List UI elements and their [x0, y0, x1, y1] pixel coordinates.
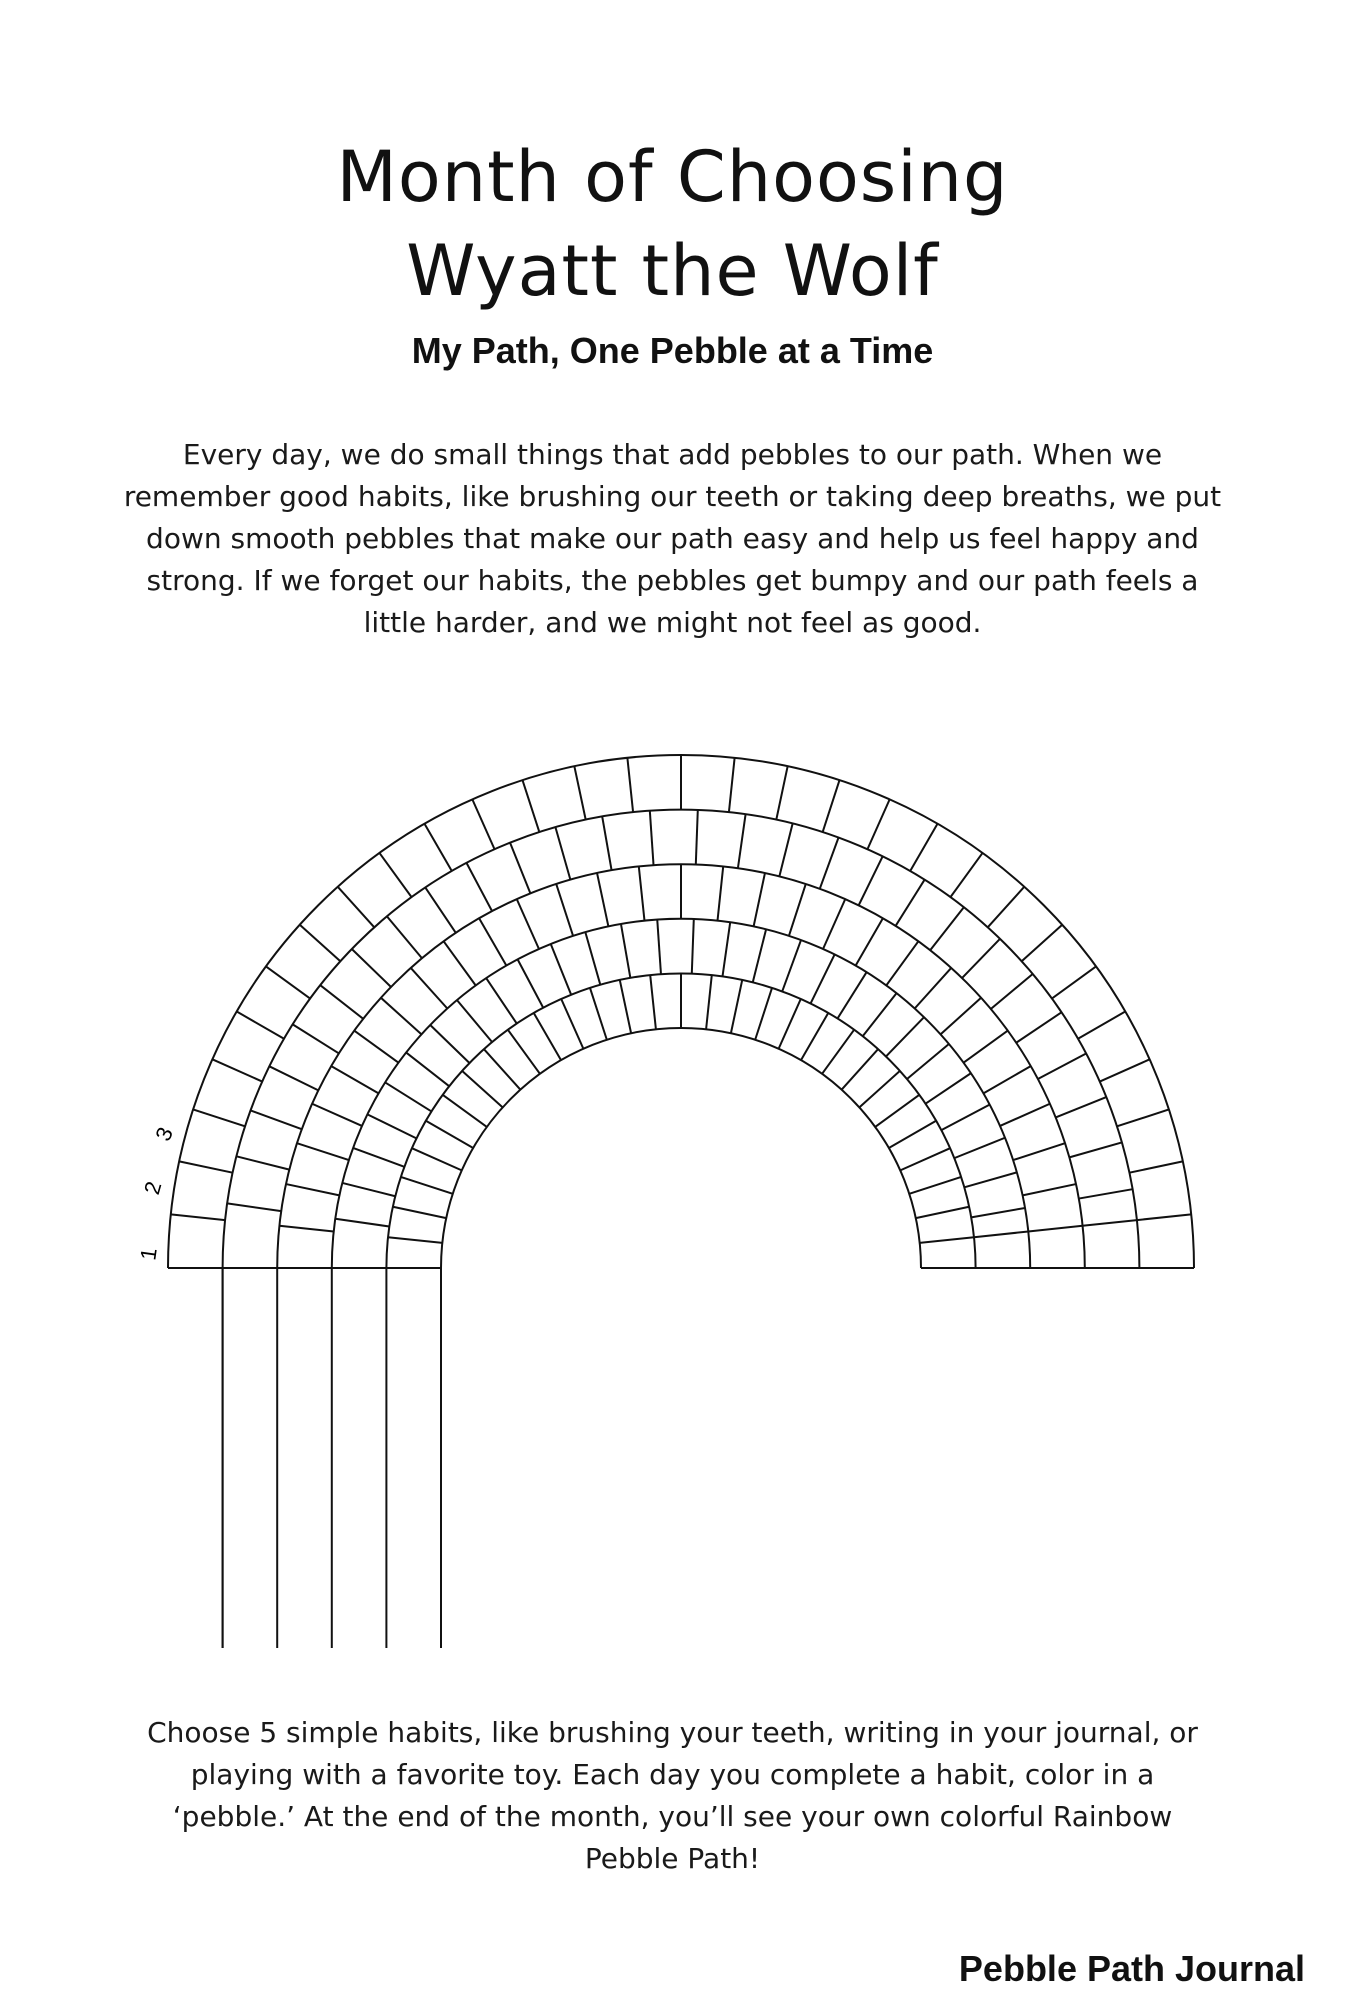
title-line-1: Month of Choosing — [336, 136, 1009, 218]
pebble-divider — [426, 1121, 473, 1148]
pebble-divider — [342, 1183, 395, 1196]
pebble-divider — [479, 918, 506, 965]
pebble-divider — [279, 1226, 333, 1232]
row-label-3: 3 — [150, 1123, 179, 1145]
pebble-divider — [896, 880, 925, 926]
pebble-divider — [1078, 1012, 1125, 1039]
pebble-divider — [916, 1207, 969, 1218]
pebble-divider — [755, 988, 772, 1040]
pebble-divider — [909, 1177, 961, 1194]
instructions-paragraph: Choose 5 simple habits, like brushing your teeth, writing in your journal, or playing with a favorite toy. Each day you complete a habit, color in a ‘pebble.’ At the end of the month, you’ll see your own colorful Rainbow Pebble Path! — [147, 1716, 1198, 1875]
pebble-divider — [352, 949, 391, 987]
pebble-divider — [387, 916, 422, 958]
pebble-divider — [286, 1184, 339, 1195]
pebble-divider — [444, 941, 476, 985]
pebble-divider — [900, 1148, 950, 1170]
pebble-divider — [811, 954, 835, 1003]
pebble-divider — [820, 838, 839, 889]
pebble-divider — [776, 766, 787, 819]
pebble-divider — [801, 1013, 828, 1060]
pebble-divider — [251, 1110, 302, 1129]
pebble-divider — [886, 1017, 924, 1056]
pebble-divider — [650, 975, 656, 1029]
pebble-divider — [338, 887, 375, 928]
pebble-divider — [597, 873, 608, 926]
pebble-divider — [954, 1138, 1005, 1158]
pebble-divider — [534, 1013, 561, 1060]
pebble-divider — [457, 1000, 492, 1042]
pebble-divider — [237, 1012, 284, 1039]
pebble-divider — [297, 1143, 349, 1160]
pebble-divider — [561, 999, 583, 1049]
pebble-divider — [974, 1231, 1028, 1237]
pebble-divider — [1137, 1214, 1191, 1220]
pebble-divider — [556, 884, 573, 936]
pebble-divider — [1016, 1012, 1061, 1042]
pebble-divider — [822, 1030, 854, 1074]
pebble-divider — [293, 1024, 339, 1053]
pebble-divider — [910, 824, 937, 871]
pebble-divider — [650, 811, 654, 865]
pebble-divider — [729, 758, 735, 812]
pebble-divider — [508, 1030, 540, 1074]
pebble-divider — [907, 1044, 949, 1079]
pebble-divider — [988, 887, 1025, 928]
pebble-divider — [620, 980, 631, 1033]
pebble-divider — [823, 780, 840, 832]
pebble-divider — [991, 974, 1033, 1009]
pebble-divider — [401, 1177, 453, 1194]
pebble-divider — [381, 998, 422, 1035]
pebble-divider — [171, 1214, 225, 1220]
pebble-divider — [886, 941, 918, 985]
title-line-2: Wyatt the Wolf — [406, 230, 939, 312]
pebble-divider — [621, 924, 630, 978]
pebble-divider — [964, 1031, 1008, 1063]
pebble-divider — [406, 1053, 449, 1087]
pebble-divider — [331, 1066, 378, 1093]
pebble-divider — [754, 873, 765, 926]
pebble-divider — [179, 1161, 232, 1172]
pebble-divider — [731, 980, 742, 1033]
pebble-divider — [941, 998, 982, 1035]
pebble-divider — [782, 940, 801, 991]
pebble-divider — [425, 824, 452, 871]
pebble-divider — [1117, 1109, 1169, 1126]
pebble-divider — [484, 1049, 521, 1090]
pebble-divider — [627, 758, 633, 812]
pebble-divider — [930, 907, 964, 950]
pebble-divider — [1129, 1161, 1182, 1172]
pebble-divider — [1022, 925, 1063, 962]
pebble-divider — [430, 1025, 469, 1063]
pebble-divider — [266, 966, 310, 998]
pebble-divider — [555, 827, 570, 880]
pebble-divider — [412, 1148, 462, 1170]
pebble-divider — [425, 888, 455, 933]
pebble-divider — [518, 959, 544, 1007]
pebble-divider — [941, 1105, 989, 1131]
pebble-divider — [312, 1104, 362, 1126]
pebble-divider — [1023, 1184, 1076, 1195]
pebble-divider — [300, 925, 341, 962]
pebble-divider — [320, 985, 363, 1019]
pebble-divider — [863, 993, 897, 1036]
pebble-divider — [875, 1095, 919, 1127]
page-subtitle: My Path, One Pebble at a Time — [411, 330, 934, 371]
pebble-divider — [915, 968, 952, 1009]
pebble-divider — [585, 932, 600, 985]
pebble-divider — [590, 988, 607, 1040]
pebble-divider — [1056, 1097, 1107, 1117]
pebble-divider — [971, 1208, 1025, 1217]
pebble-divider — [1069, 1142, 1122, 1157]
pebble-divider — [926, 1073, 971, 1103]
pebble-divider — [443, 1095, 487, 1127]
pebble-divider — [227, 1203, 281, 1211]
pebble-divider — [411, 968, 448, 1009]
pebble-divider — [889, 1121, 936, 1148]
pebble-divider — [522, 780, 539, 832]
pebble-divider — [838, 972, 867, 1018]
pebble-divider — [393, 1207, 446, 1218]
pebble-divider — [472, 799, 494, 849]
arc-ring-0 — [441, 1028, 921, 1268]
pebble-divider — [467, 863, 493, 911]
pebble-divider — [856, 918, 883, 965]
pebble-divider — [723, 922, 731, 976]
pebble-divider — [1052, 966, 1096, 998]
pebble-divider — [657, 920, 661, 974]
pebble-divider — [718, 866, 724, 920]
pebble-divider — [388, 1237, 442, 1243]
pebble-divider — [950, 853, 982, 897]
pebble-divider — [574, 766, 585, 819]
pebble-divider — [696, 810, 698, 865]
pebble-divider — [385, 1082, 431, 1111]
pebble-divider — [462, 1071, 503, 1108]
pebble-divider — [367, 1114, 416, 1138]
pebble-divider — [692, 919, 694, 974]
pebble-divider — [789, 884, 806, 936]
pebble-divider — [212, 1059, 262, 1081]
pebble-divider — [842, 1049, 879, 1090]
pebble-divider — [335, 1219, 389, 1227]
pebble-divider — [1100, 1059, 1150, 1081]
pebble-divider — [867, 799, 889, 849]
pebble-divider — [1000, 1104, 1050, 1126]
intro-paragraph: Every day, we do small things that add pebbles to our path. When we remember good habits, like brushing our teeth or taking deep breaths, we put down smooth pebbles that make our path easy and help us feel happy and strong. If we forget our habits, the pebbles get bumpy and our path feels a little harder, and we might not feel as good. — [123, 438, 1222, 639]
pebble-divider — [486, 978, 516, 1023]
pebble-divider — [779, 999, 801, 1049]
row-label-1: 1 — [135, 1246, 162, 1262]
pebble-divider — [269, 1066, 318, 1090]
pebble-divider — [962, 939, 1000, 978]
row-labels — [135, 1123, 178, 1261]
pebble-divider — [551, 944, 571, 995]
pebble-divider — [602, 816, 611, 870]
pebble-divider — [1028, 1226, 1082, 1232]
pebble-divider — [706, 975, 712, 1029]
pebble-divider — [753, 929, 766, 982]
pebble-divider — [193, 1109, 245, 1126]
pebble-divider — [738, 814, 746, 868]
pebble-grid — [168, 755, 1194, 1648]
pebble-divider — [983, 1066, 1030, 1093]
pebble-divider — [353, 1148, 404, 1167]
pebble-divider — [510, 843, 530, 894]
pebble-divider — [1083, 1220, 1137, 1226]
pebble-divider — [517, 899, 539, 949]
pebble-divider — [859, 856, 883, 905]
pebble-divider — [236, 1156, 289, 1169]
footer-brand: Pebble Path Journal — [958, 1948, 1305, 1989]
pebble-divider — [920, 1237, 974, 1243]
pebble-divider — [779, 823, 792, 876]
pebble-divider — [354, 1031, 398, 1063]
pebble-divider — [823, 899, 845, 949]
pebble-divider — [639, 866, 645, 920]
row-label-2: 2 — [139, 1178, 167, 1198]
pebble-divider — [964, 1172, 1017, 1187]
pebble-divider — [859, 1071, 900, 1108]
pebble-divider — [1079, 1189, 1133, 1198]
pebble-divider — [379, 853, 411, 897]
pebble-divider — [1038, 1054, 1086, 1080]
pebble-divider — [1013, 1143, 1065, 1160]
